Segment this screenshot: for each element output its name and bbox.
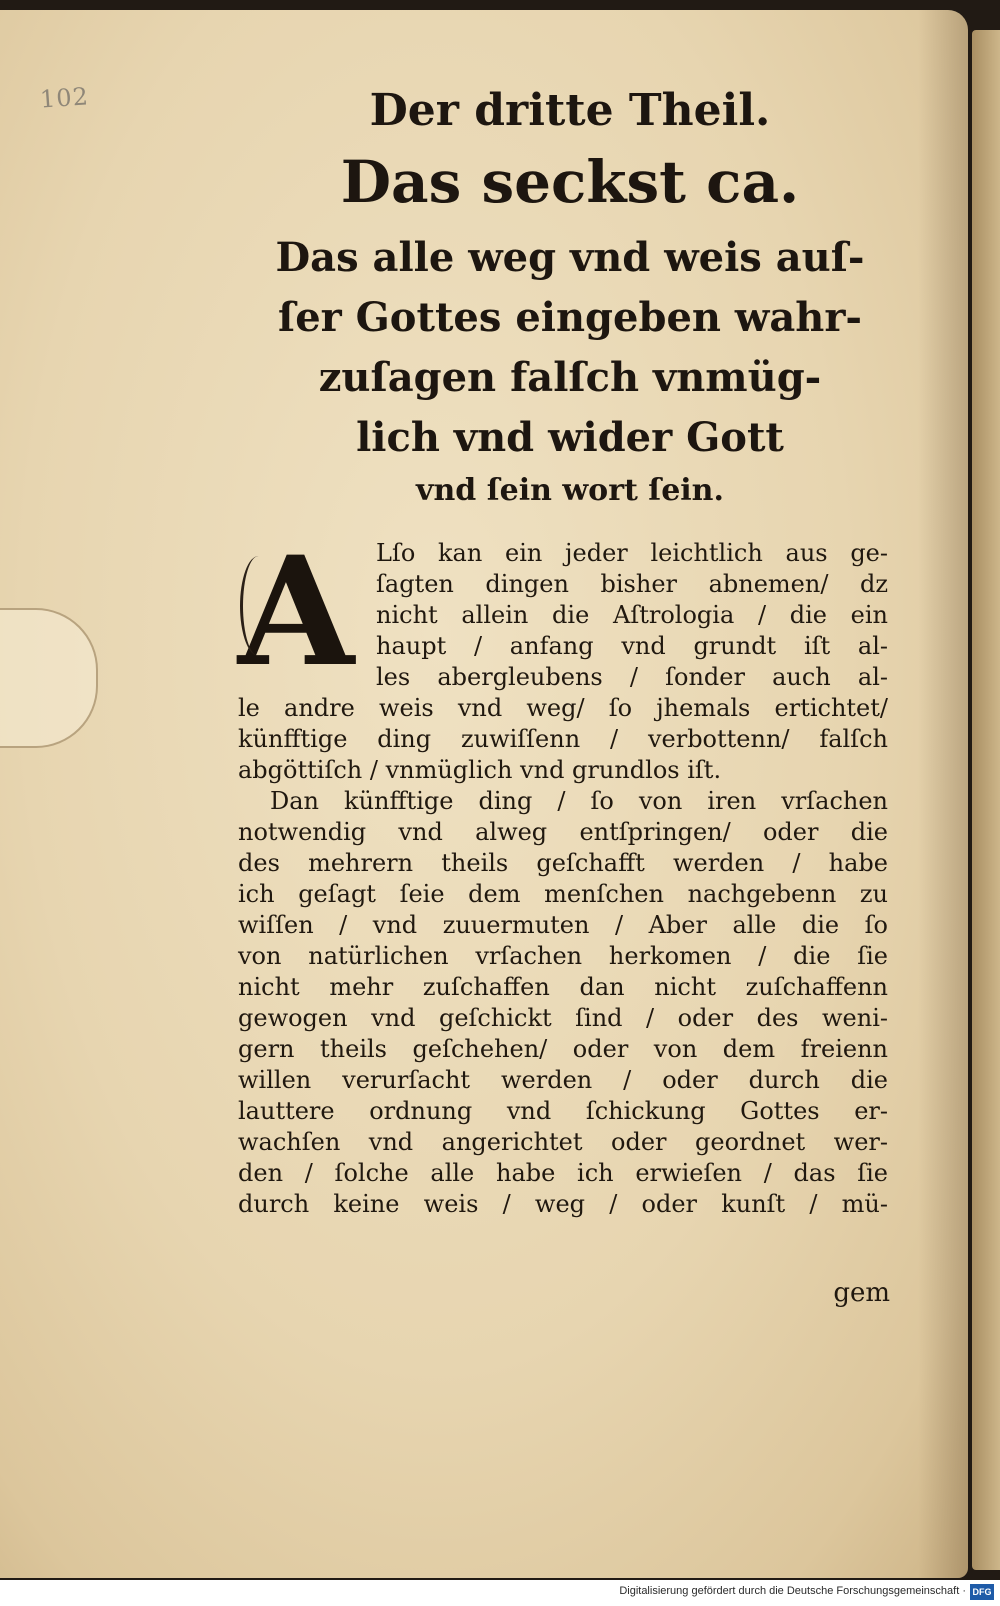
text-line: des mehrern theils geſchafft werden / habe [238,849,888,877]
text-line: wachſen vnd angerichtet oder geordnet wer- [238,1128,888,1156]
text-line: gern theils geſchehen/ oder von dem freienn [238,1035,888,1063]
text-line: wiſſen / vnd zuuermuten / Aber alle die ſo [238,911,888,939]
caption-line: lich vnd wider Gott [356,414,784,461]
text-line: ich geſagt ſeie dem menſchen nachgebenn zu [238,880,888,908]
text-line: Lſo kan ein jeder leichtlich aus ge- [376,539,888,567]
caption-line: Das alle weg vnd weis auſ- [275,234,865,281]
text-line: ſagten dingen bisher abnemen/ dz [376,570,888,598]
text-line: abgöttiſch / vnmüglich vnd grundlos iſt. [238,756,722,784]
funding-credit: Digitalisierung gefördert durch die Deutsche Forschungsgemeinschaft · [619,1585,966,1597]
dfg-logo-icon: DFG [970,1584,994,1600]
folio-number: 102 [39,82,90,114]
text-line: nicht allein die Aſtrologia / die ein [376,601,888,629]
chapter-caption [225,228,915,468]
text-line: le andre weis vnd weg/ ſo jhemals ertichtet/ [238,694,888,722]
text-line: nicht mehr zuſchaffen dan nicht zuſchaffenn [238,973,888,1001]
next-page-edge [972,30,1000,1570]
decorated-initial: A [234,542,358,682]
text-line: künfftige ding zuwiſſenn / verbottenn/ falſch [238,725,888,753]
part-title: Der dritte Theil. [369,85,771,136]
text-line: durch keine weis / weg / oder kunſt / mü- [238,1190,888,1218]
text-line: notwendig vnd alweg entſpringen/ oder die [238,818,888,846]
caption-line: ſer Gottes eingeben wahr- [277,294,863,341]
catchword: gem [833,1278,890,1308]
text-line: les abergleubens / ſonder auch al- [376,663,888,691]
text-line: gewogen vnd geſchickt ſind / oder des weni- [238,1004,888,1032]
chapter-heading [225,82,915,514]
page-clip [0,608,98,748]
book-page [0,10,968,1578]
text-line: den / ſolche alle habe ich erwieſen / das ſie [238,1159,888,1187]
text-line: Dan künfftige ding / ſo von iren vrſachen [270,787,888,815]
text-line: lauttere ordnung vnd ſchickung Gottes er- [238,1097,888,1125]
body-text [237,524,888,1220]
chapter-title: Das seckst ca. [340,148,800,216]
text-line: willen verurſacht werden / oder durch die [238,1066,888,1094]
caption-line: zuſagen falſch vnmüg- [318,354,822,401]
caption-last-line: vnd ſein wort ſein. [416,473,724,508]
text-line: haupt / anfang vnd grundt iſt al- [376,632,888,660]
text-line: von natürlichen vrſachen herkomen / die ſie [238,942,888,970]
